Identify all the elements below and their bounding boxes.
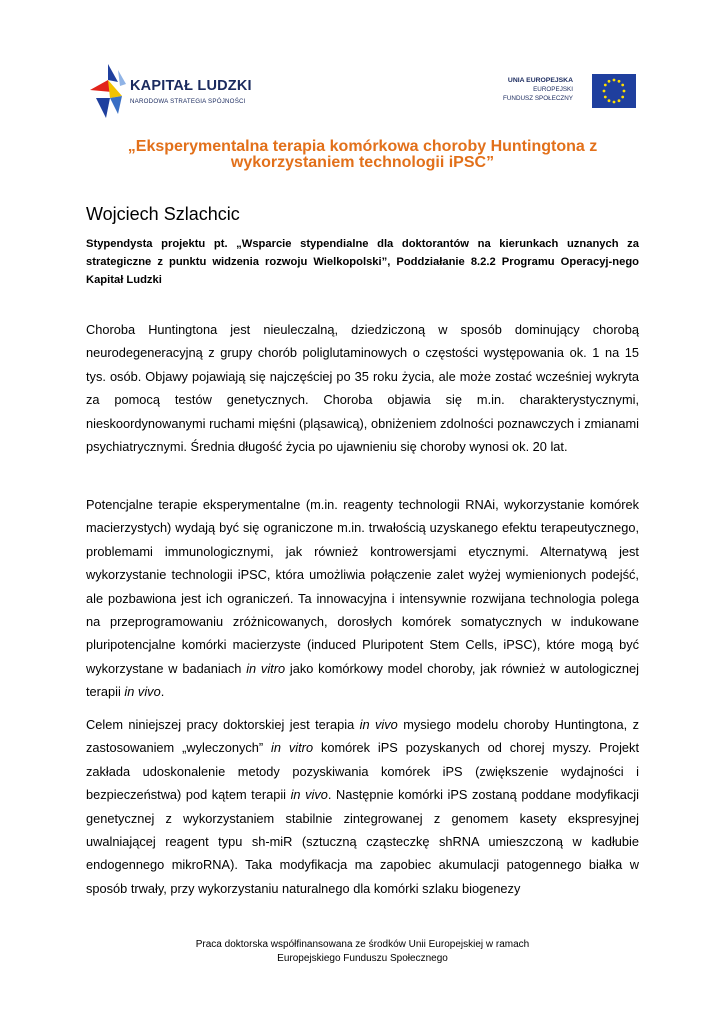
paragraph-3-text-2: mysiego modelu choroby Huntingtona, z zastosowaniem „wyleczonych” (86, 717, 639, 756)
paragraph-2 (86, 493, 639, 704)
eu-logo-line2: EUROPEJSKI (533, 86, 573, 93)
page-footer (100, 938, 625, 966)
footer-line-1: Praca doktorska współfinansowana ze środków Unii Europejskiej w ramach (195, 939, 530, 950)
paragraph-3-text-1: Celem niniejszej pracy doktorskiej jest terapia (86, 717, 360, 732)
paragraph-2-italic-1: in vitro (246, 660, 286, 676)
paragraph-2-text-1: Potencjalne terapie eksperymentalne (m.in. reagenty technologii RNAi, wykorzystanie komórek macierzystych) wydają być się ograniczone m.in. trwałością uzyskanego efektu terapeutycznego, problemami immunologicznymi, jak również kontrowersjami etycznymi. Alternatywą jest wykorzystanie technologii iPSC, która umożliwia połączenie zalet wyżej wymienionych podejść, ale pozbawiona jest ich ograniczeń. Ta innowacyjna i intensywnie rozwijana technologia polega na przeprogramowaniu zróżnicowanych, dorosłych komórek somatycznych w indukowane pluripotencjalne komórki macierzyste (induced Pluripotent Stem Cells, iPSC), które mogą być wykorzystane w badaniach (86, 497, 639, 676)
eu-logo (488, 74, 636, 114)
eu-logo-text (503, 76, 573, 103)
kapital-ludzki-logo (88, 62, 258, 120)
kapital-ludzki-subtitle: NARODOWA STRATEGIA SPÓJNOŚCI (130, 98, 246, 105)
paragraph-3-italic-3: in vivo (290, 787, 328, 803)
paragraph-3 (86, 713, 639, 900)
footer-line-2: Europejskiego Funduszu Społecznego (277, 953, 448, 964)
eu-flag-icon (592, 74, 636, 108)
paragraph-3-text-4: . Następnie komórki iPS zostaną poddane modyfikacji genetycznej z wykorzystaniem stabilnie zintegrowanej z genomem kasety ekspresyjnej uwalniającej reagent typu sh-miR (sztuczną cząsteczkę shRNA umieszczoną w kadłubie endogennego mikroRNA). Taka modyfikacja ma zapobiec akumulacji patogennego białka w sposób trwały, przy wykorzystaniu naturalnego dla komórki szlaku biogenezy (86, 787, 639, 896)
paragraph-3-italic-2: in vitro (271, 740, 314, 756)
kapital-ludzki-title: KAPITAŁ LUDZKI (130, 78, 252, 94)
paragraph-2-text-2: jako komórkowy model choroby, jak również w autologicznej terapii (86, 660, 639, 700)
kapital-ludzki-logo-icon (88, 62, 128, 120)
paragraph-3-italic-1: in vivo (359, 717, 398, 732)
paragraph-1: Choroba Huntingtona jest nieuleczalną, dziedziczoną w sposób dominujący chorobą neurodegeneracyjną z grupy chorób poliglutaminowych o częstości występowania ok. 1 na 15 tys. osób. Objawy pojawiają się najczęściej po 35 roku życia, ale może zostać wcześniej wykryta za pomocą testów genetycznych. Choroba objawia się m.in. charakterystycznymi, nieskoordynowanymi ruchami mięśni (pląsawicą), obniżeniem zdolności poznawczych i zmianami psychiatrycznymi. Średnia długość życia po ujawnieniu się choroby wynosi ok. 20 lat. (86, 322, 639, 455)
paragraph-2-text-3: . (160, 684, 165, 700)
author-name: Wojciech Szlachcic (86, 204, 240, 224)
paragraph-3-text-3: komórek iPS pozyskanych od chorej myszy. Projekt zakłada udoskonalenie metody pozyskiwania komórek iPS (zwiększenie wydajności i bezpieczeństwa) pod kątem terapii (86, 740, 639, 803)
eu-logo-line3: FUNDUSZ SPOŁECZNY (503, 95, 573, 102)
intro-paragraph: Stypendysta projektu pt. „Wsparcie stypendialne dla doktorantów na kierunkach uznanych za strategiczne z punktu widzenia rozwoju Wielkopolski”, Poddziałanie 8.2.2 Programu Operacyj-nego Kapitał Ludzki (86, 238, 639, 286)
document-title: „Eksperymentalna terapia komórkowa choroby Huntingtona z wykorzystaniem technologii iPSC” (127, 138, 598, 171)
paragraph-2-italic-2: in vivo (124, 684, 161, 700)
eu-logo-line1: UNIA EUROPEJSKA (507, 77, 573, 84)
